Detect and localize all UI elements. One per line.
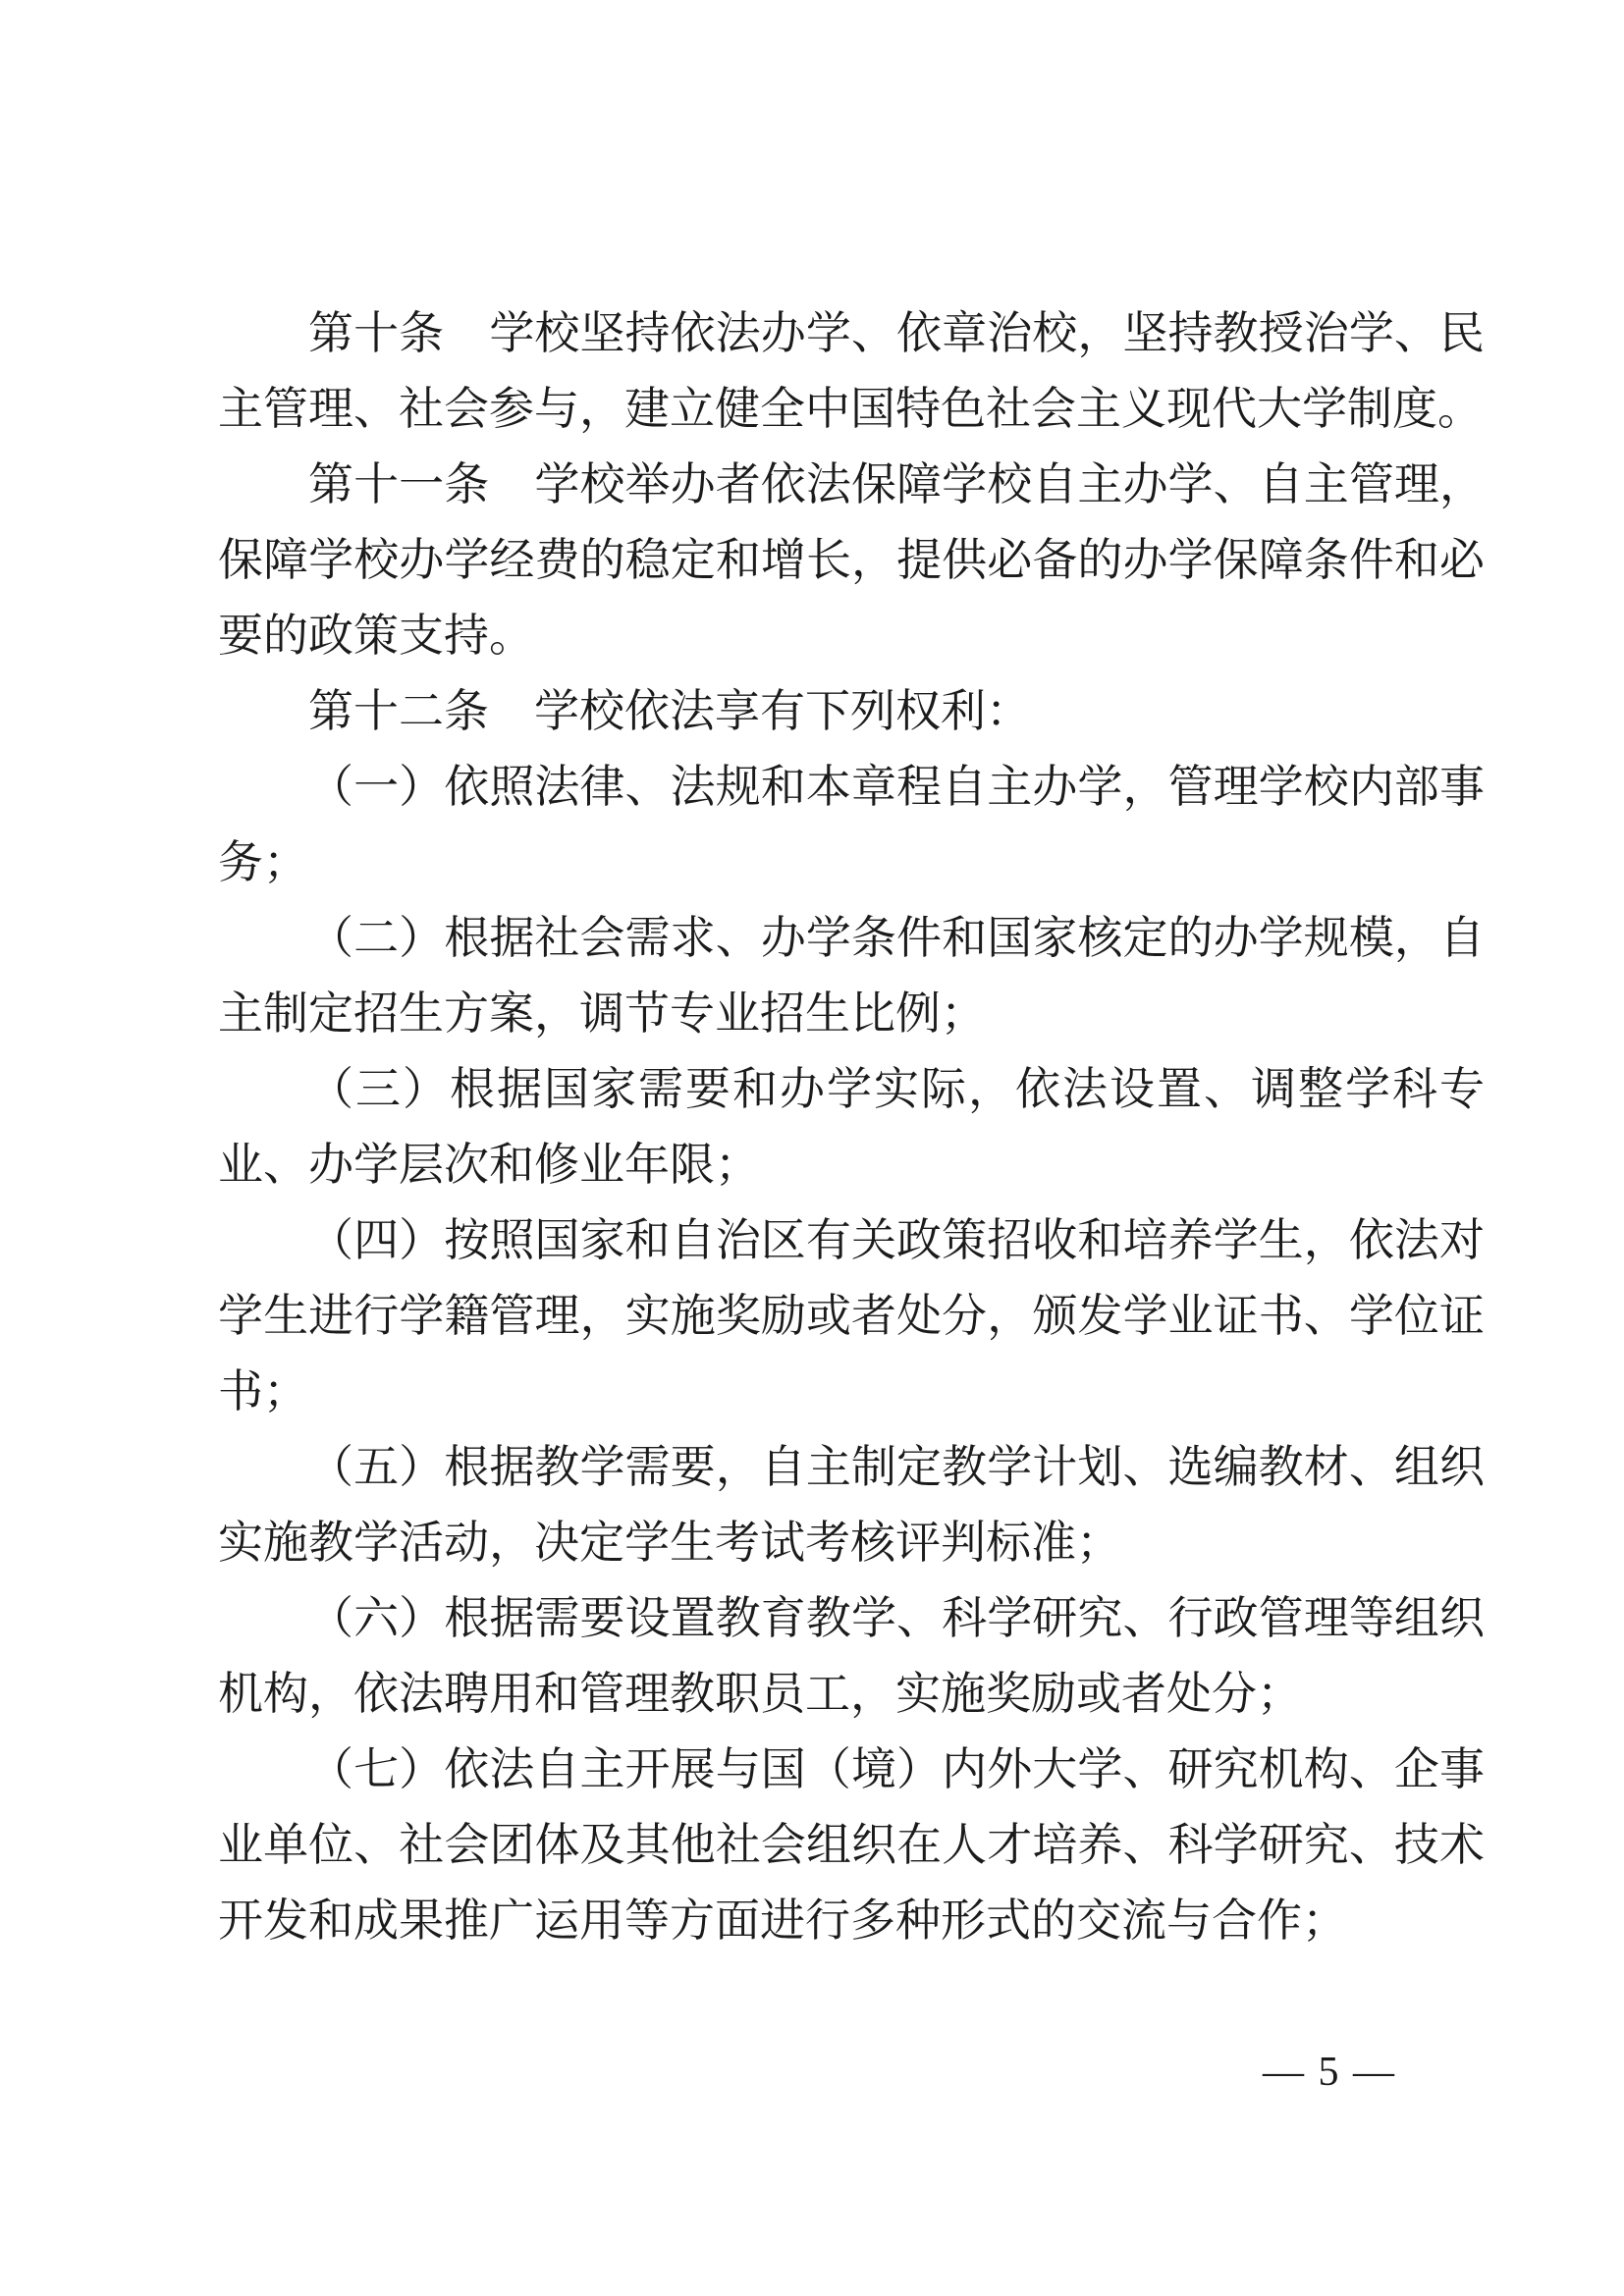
paragraph-item-4: （四）按照国家和自治区有关政策招收和培养学生，依法对学生进行学籍管理，实施奖励或者处分，颁发学业证书、学位证书； xyxy=(218,1215,1485,1416)
page-number: — 5 — xyxy=(1263,2050,1396,2095)
paragraph-article-11: 第十一条 学校举办者依法保障学校自主办学、自主管理，保障学校办学经费的稳定和增长，提供必备的办学保障条件和必要的政策支持。 xyxy=(218,459,1485,661)
paragraph-item-1: （一）依照法律、法规和本章程自主办学，管理学校内部事务； xyxy=(218,762,1485,887)
document-body xyxy=(218,295,1485,1958)
paragraph-item-2: （二）根据社会需求、办学条件和国家核定的办学规模，自主制定招生方案，调节专业招生比例； xyxy=(218,913,1485,1039)
paragraph-article-12: 第十二条 学校依法享有下列权利： xyxy=(308,686,1031,736)
paragraph-item-3: （三）根据国家需要和办学实际，依法设置、调整学科专业、办学层次和修业年限； xyxy=(218,1064,1485,1190)
paragraph-item-6: （六）根据需要设置教育教学、科学研究、行政管理等组织机构，依法聘用和管理教职员工，实施奖励或者处分； xyxy=(218,1593,1485,1719)
paragraph-item-5: （五）根据教学需要，自主制定教学计划、选编教材、组织实施教学活动，决定学生考试考核评判标准； xyxy=(218,1442,1485,1568)
paragraph-item-7: （七）依法自主开展与国（境）内外大学、研究机构、企事业单位、社会团体及其他社会组织在人才培养、科学研究、技术开发和成果推广运用等方面进行多种形式的交流与合作； xyxy=(218,1744,1485,1946)
paragraph-article-10: 第十条 学校坚持依法办学、依章治校，坚持教授治学、民主管理、社会参与，建立健全中国特色社会主义现代大学制度。 xyxy=(218,308,1485,434)
